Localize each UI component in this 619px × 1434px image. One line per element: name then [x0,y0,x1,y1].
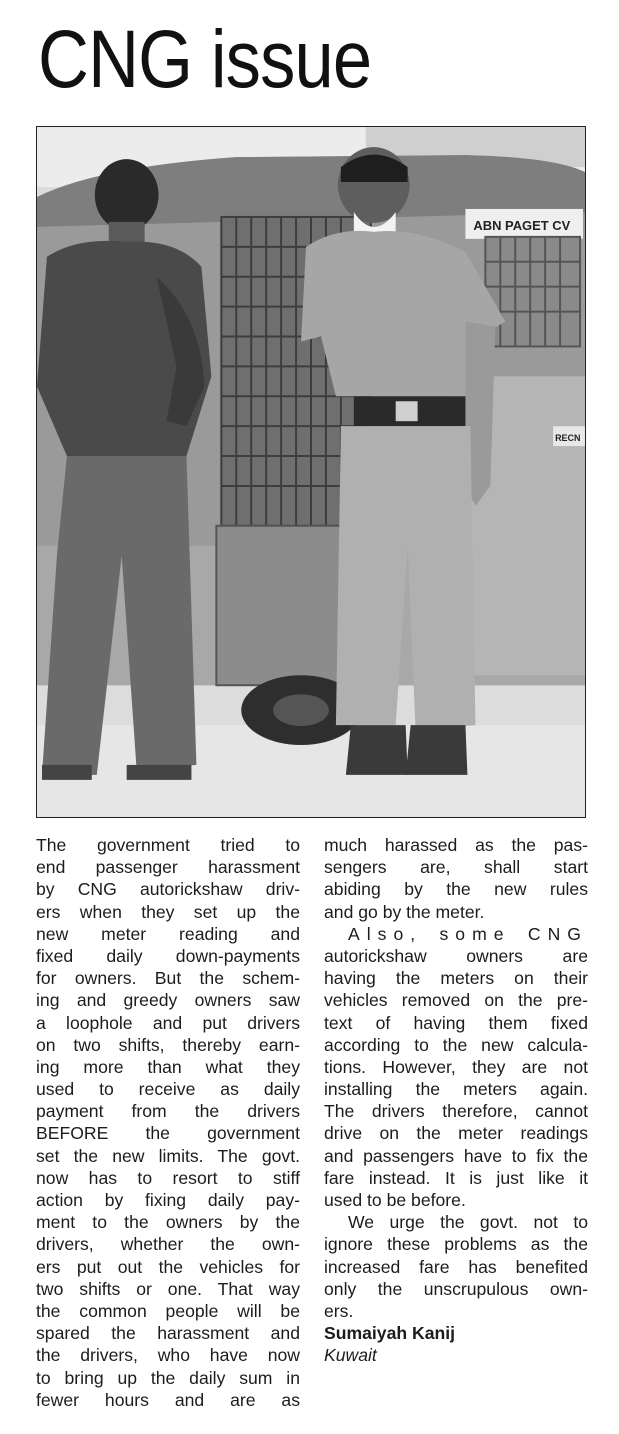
author-name: Sumaiyah Kanij [324,1323,456,1344]
article-line: ignore these problems as the [324,1234,588,1255]
article-line: by CNG autorickshaw driv- [36,879,300,900]
article-line: payment from the drivers [36,1101,300,1122]
article-line: We urge the govt. not to [348,1212,588,1233]
article-line: to bring up the daily sum in [36,1367,300,1388]
article-line: and passengers have to fix the [324,1145,588,1166]
article-line: ers when they set up the [36,901,300,922]
article-line: the drivers, who have now [36,1345,300,1366]
article-line: ing more than what they [36,1056,300,1077]
photo-scene [37,127,585,817]
article-line: Also, some CNG [348,923,588,944]
headline: CNG issue [38,14,372,105]
article-line: two shifts or one. That way [36,1278,300,1299]
article-line: according to the new calcula- [324,1034,588,1055]
article-line: ers put out the vehicles for [36,1256,300,1277]
article-line: increased fare has benefited [324,1256,588,1277]
article-line: set the new limits. The govt. [36,1145,300,1166]
article-line: ing and greedy owners saw [36,990,300,1011]
article-line: The government tried to [36,835,300,855]
article-line: The drivers therefore, cannot [324,1101,588,1122]
article-line: used to receive as daily [36,1079,300,1100]
news-photo [36,126,586,818]
article-right-column [324,834,588,1367]
article-line: having the meters on their [324,968,588,989]
article-line: BEFORE the government [36,1123,300,1144]
article-line: on two shifts, thereby earn- [36,1034,300,1055]
article-line: ers. [324,1300,354,1321]
article-line: drivers, whether the own- [36,1234,300,1255]
article-line: now has to resort to stiff [36,1167,300,1188]
article-line: sengers are, shall start [324,857,588,878]
plate-text: RECN [555,433,581,444]
article-line: and go by the meter. [324,901,485,922]
article-line: fare instead. It is just like it [324,1167,588,1188]
sign-text: ABN PAGET CV [473,217,571,233]
article-line: end passenger harassment [36,857,300,878]
article-line: action by fixing daily pay- [36,1190,300,1210]
article-line: text of having them fixed [324,1012,588,1033]
article-line: fixed daily down-payments [36,945,300,966]
author-location: Kuwait [324,1345,377,1366]
article-line: a loophole and put drivers [36,1012,300,1033]
article-line: the common people will be [36,1300,300,1321]
article-line: fewer hours and are as [36,1389,300,1410]
article-line: tions. However, they are not [324,1056,588,1077]
article-line: autorickshaw owners are [324,945,588,966]
article-line: only the unscrupulous own- [324,1278,588,1299]
article-line: ment to the owners by the [36,1212,300,1233]
article-line: new meter reading and [36,923,300,944]
article-line: abiding by the new rules [324,879,588,900]
article-line: used to be before. [324,1190,466,1210]
article-line: installing the meters again. [324,1079,588,1100]
article-left-column [36,834,300,1411]
article-line: for owners. But the schem- [36,968,300,989]
article-line: drive on the meter readings [324,1123,588,1144]
grille-right [485,237,580,347]
article-line: spared the harassment and [36,1323,300,1344]
article-line: vehicles removed on the pre- [324,990,588,1011]
article-line: much harassed as the pas- [324,835,588,855]
